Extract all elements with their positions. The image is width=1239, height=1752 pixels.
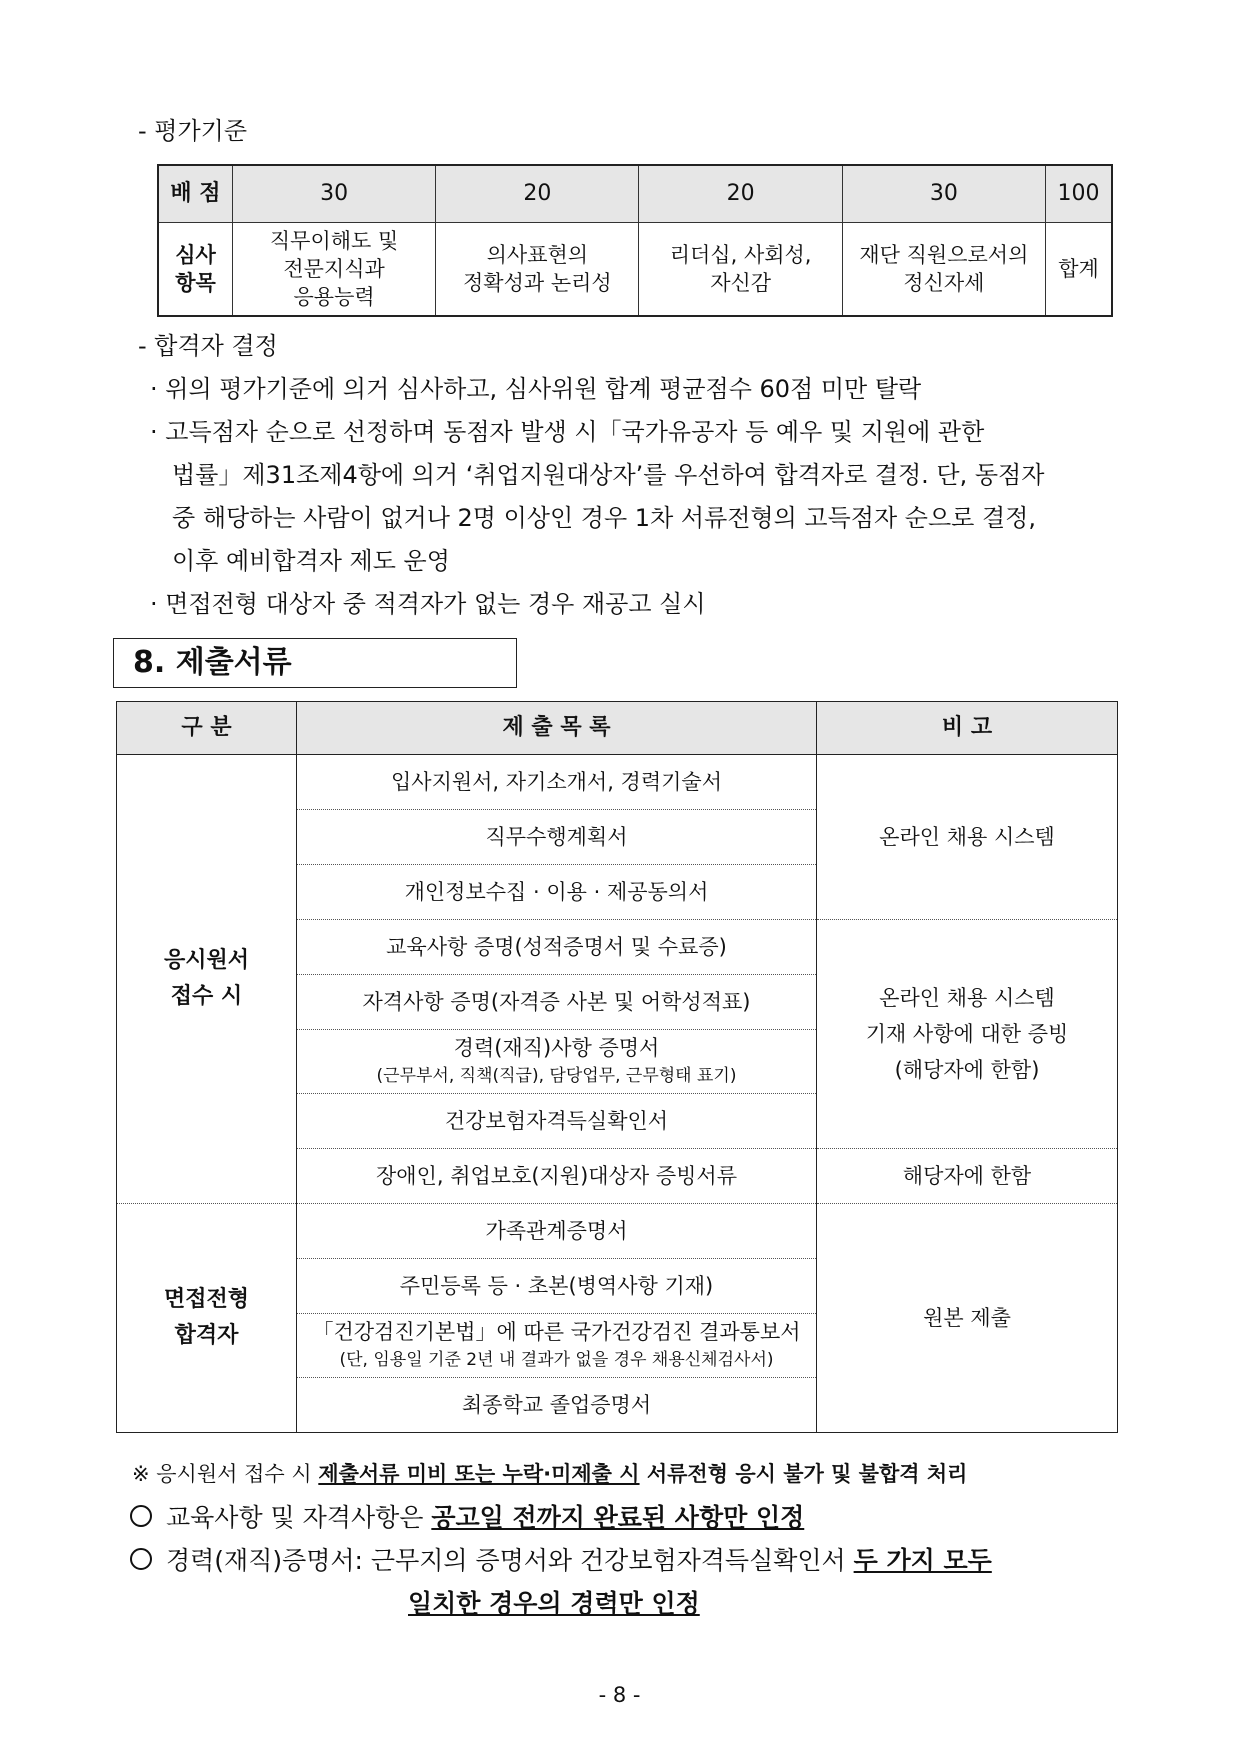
note-emphasis: 일치한 경우의 경력만 인정 (408, 1589, 700, 1618)
items-label-line: 항목 (175, 271, 216, 295)
score-cell: 30 (232, 165, 435, 223)
remark-proof (817, 920, 1118, 1149)
header-category: 구 분 (117, 702, 297, 755)
items-row (158, 223, 1112, 317)
score-total: 100 (1046, 165, 1112, 223)
pass-bullet-1: · 위의 평가기준에 의거 심사하고, 심사위원 합계 평균점수 60점 미만 탈락 (150, 375, 922, 403)
doc-cell: 가족관계증명서 (297, 1204, 817, 1259)
circle-bullet-icon (130, 1548, 152, 1570)
item-cell (842, 223, 1045, 317)
score-label: 배 점 (158, 165, 232, 223)
doc-cell: 자격사항 증명(자격증 사본 및 어학성적표) (297, 975, 817, 1030)
doc-cell: 교육사항 증명(성적증명서 및 수료증) (297, 920, 817, 975)
doc-line: 「건강검진기본법」에 따른 국가건강검진 결과통보서 (312, 1319, 801, 1344)
circle-bullet-icon (130, 1505, 152, 1527)
submission-notice (132, 1460, 967, 1488)
note-emphasis: 공고일 전까지 완료된 사항만 인정 (431, 1503, 805, 1532)
category-line: 응시원서 (163, 948, 249, 973)
section-8-title-box (113, 638, 517, 688)
item-line: 재단 직원으로서의 (859, 243, 1029, 267)
eval-criteria-table (157, 164, 1113, 317)
note-text: 교육사항 및 자격사항은 (166, 1503, 432, 1532)
item-line: 의사표현의 (486, 243, 589, 267)
table-header-row (117, 702, 1118, 755)
pass-decision-heading: - 합격자 결정 (138, 332, 278, 360)
doc-cell: 개인정보수집 · 이용 · 제공동의서 (297, 865, 817, 920)
doc-note: (근무부서, 직책(직급), 담당업무, 근무형태 표기) (376, 1065, 737, 1086)
pass-bullet-2-line: 중 해당하는 사람이 없거나 2명 이상인 경우 1차 서류전형의 고득점자 순으로 결정, (172, 504, 1036, 532)
education-note (130, 1502, 804, 1534)
pass-bullet-3: · 면접전형 대상자 중 적격자가 없는 경우 재공고 실시 (150, 590, 706, 618)
score-cell: 20 (639, 165, 842, 223)
items-label (158, 223, 232, 317)
item-line: 직무이해도 및 (269, 229, 399, 253)
career-note-continued (408, 1588, 700, 1620)
score-cell: 30 (842, 165, 1045, 223)
doc-cell: 최종학교 졸업증명서 (297, 1378, 817, 1433)
notice-underlined: 제출서류 미비 또는 누락·미제출 시 (318, 1462, 640, 1486)
note-text: 경력(재직)증명서: 근무지의 증명서와 건강보험자격득실확인서 (166, 1546, 854, 1575)
section-8-title: 8. 제출서류 (133, 645, 292, 680)
remark-original: 원본 제출 (817, 1204, 1118, 1433)
doc-cell: 주민등록 등 · 초본(병역사항 기재) (297, 1259, 817, 1314)
item-cell (436, 223, 639, 317)
page-number: - 8 - (598, 1683, 641, 1707)
pass-bullet-2-line: 법률」제31조제4항에 의거 ‘취업지원대상자’를 우선하여 합격자로 결정. 단, 동점자 (172, 461, 1045, 489)
eval-criteria-heading: - 평가기준 (138, 117, 248, 145)
remark-applicable: 해당자에 한함 (817, 1149, 1118, 1204)
item-line: 리더십, 사회성, (669, 243, 812, 267)
doc-cell (297, 1314, 817, 1378)
header-remarks: 비 고 (817, 702, 1118, 755)
doc-note: (단, 임용일 기준 2년 내 결과가 없을 경우 채용신체검사서) (339, 1349, 774, 1370)
item-line: 정확성과 논리성 (463, 271, 612, 295)
item-cell (639, 223, 842, 317)
category-interview (117, 1204, 297, 1433)
category-line: 접수 시 (170, 984, 243, 1009)
category-application (117, 755, 297, 1204)
pass-bullet-2-line: 이후 예비합격자 제도 운영 (172, 547, 450, 575)
items-label-line: 심사 (175, 243, 216, 267)
submission-documents-table (116, 701, 1118, 1433)
item-line: 자신감 (710, 271, 772, 295)
doc-cell: 건강보험자격득실확인서 (297, 1094, 817, 1149)
item-line: 응용능력 (293, 285, 375, 309)
notice-text-bold: 서류전형 응시 불가 및 불합격 처리 (639, 1462, 968, 1486)
table-row (117, 1204, 1118, 1259)
category-line: 면접전형 (163, 1287, 249, 1312)
header-documents: 제 출 목 록 (297, 702, 817, 755)
category-line: 합격자 (174, 1323, 239, 1348)
remark-line: 기재 사항에 대한 증빙 (865, 1022, 1069, 1046)
doc-cell: 입사지원서, 자기소개서, 경력기술서 (297, 755, 817, 810)
remark-line: (해당자에 한함) (894, 1058, 1040, 1082)
item-total-cell (1046, 223, 1112, 317)
note-emphasis: 두 가지 모두 (853, 1546, 992, 1575)
remark-online: 온라인 채용 시스템 (817, 755, 1118, 920)
item-line: 정신자세 (903, 271, 985, 295)
score-cell: 20 (436, 165, 639, 223)
remark-line: 온라인 채용 시스템 (879, 986, 1055, 1010)
item-cell (232, 223, 435, 317)
item-line: 전문지식과 (283, 257, 385, 281)
doc-line: 경력(재직)사항 증명서 (453, 1035, 660, 1060)
table-row (117, 755, 1118, 810)
notice-text: ※ 응시원서 접수 시 (132, 1462, 319, 1486)
career-note (130, 1545, 992, 1577)
doc-cell: 장애인, 취업보호(지원)대상자 증빙서류 (297, 1149, 817, 1204)
pass-bullet-2-line: · 고득점자 순으로 선정하며 동점자 발생 시「국가유공자 등 예우 및 지원에 관한 (150, 418, 985, 446)
doc-cell: 직무수행계획서 (297, 810, 817, 865)
item-line: 합계 (1058, 257, 1099, 281)
score-row (158, 165, 1112, 223)
doc-cell (297, 1030, 817, 1094)
